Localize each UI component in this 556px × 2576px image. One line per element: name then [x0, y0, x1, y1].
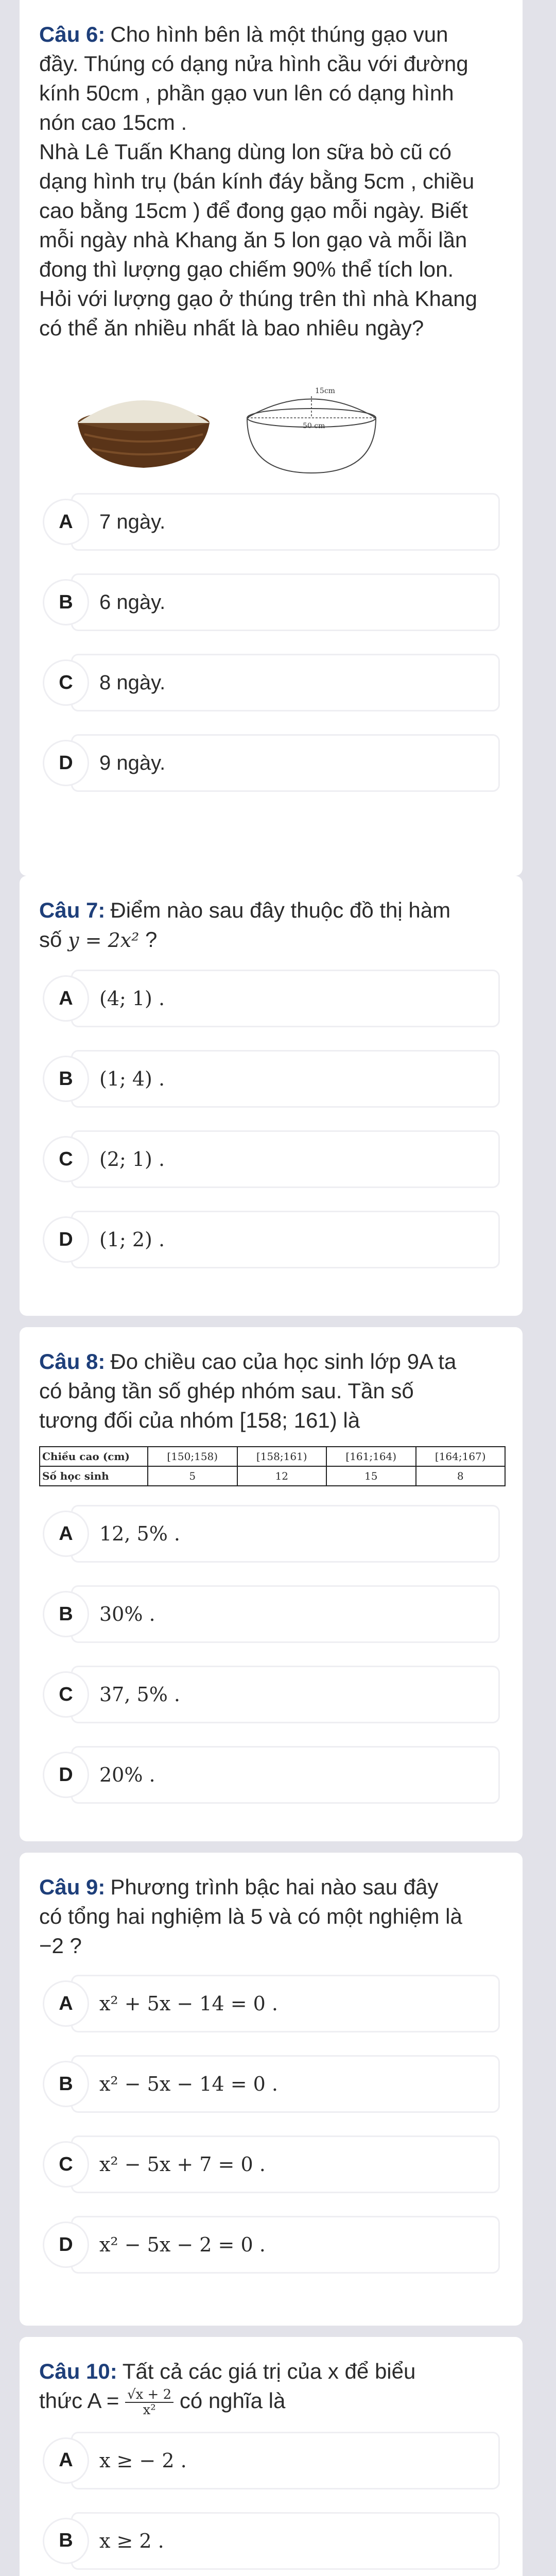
question-card-6 [20, 0, 523, 876]
option-b[interactable] [59, 573, 500, 631]
question-text: Câu 10: Tất cả các giá trị của x để biểu thức A = $\frac{√x + 2}{\text{x²}}$ có nghĩa là [39, 2359, 416, 2418]
table-cell: 5 [148, 1466, 237, 1486]
options-list [39, 1505, 505, 1804]
option-c[interactable] [59, 2136, 500, 2193]
option-d[interactable] [59, 2216, 500, 2274]
option-a[interactable] [59, 1505, 500, 1563]
options-list [39, 2432, 505, 2576]
diameter-label: 50 cm [303, 422, 325, 430]
frequency-table [39, 1446, 506, 1486]
option-text: x² − 5x − 14 = 0 . [99, 2073, 278, 2095]
rice-basket-photo [69, 357, 218, 476]
option-text: (1; 2) . [99, 1228, 165, 1251]
option-text: 7 ngày. [99, 510, 166, 533]
question-number: Câu 8: [39, 1349, 106, 1374]
options-list [39, 1975, 505, 2274]
option-letter: D [43, 2222, 89, 2268]
option-d[interactable] [59, 734, 500, 792]
option-c[interactable] [59, 1130, 500, 1188]
question-text: Câu 7: Điểm nào sau đây thuộc đồ thị hàm số y = 2x² ? [39, 898, 451, 952]
option-letter: A [43, 2437, 89, 2484]
question-text: Câu 8: Đo chiều cao của học sinh lớp 9A ta có bảng tần số ghép nhóm sau. Tần số tương đối của nhóm [158; 161) là [39, 1349, 457, 1432]
fraction-denominator: x² [143, 2402, 156, 2418]
option-text: x ≥ 2 . [99, 2529, 164, 2552]
table-cell: 15 [326, 1466, 416, 1486]
table-header-cell: Số học sinh [40, 1466, 148, 1486]
option-text: x² + 5x − 14 = 0 . [99, 1992, 278, 2015]
option-letter: B [43, 2061, 89, 2107]
option-text: 20% . [99, 1764, 155, 1786]
table-header-cell: Chiều cao (cm) [40, 1447, 148, 1466]
option-text: x² − 5x − 2 = 0 . [99, 2233, 266, 2256]
table-cell: [164;167) [416, 1447, 506, 1466]
option-b[interactable] [59, 1585, 500, 1643]
question-number: Câu 10: [39, 2359, 117, 2383]
question-text: Câu 6: Cho hình bên là một thúng gạo vun đầy. Thúng có dạng nửa hình cầu với đường kính 50cm , phần gạo vun lên có dạng hình nón cao 15cm . Nhà Lê Tuấn Khang dùng lon sữa bò cũ có dạng hình trụ (bán kính đáy bằng 5cm , chiều cao bằng 15cm ) để đong gạo mỗi ngày. Biết mỗi ngày nhà Khang ăn 5 lon gạo và mỗi lần đong thì lượng gạo chiếm 90% thể tích lon. Hỏi với lượng gạo ở thúng trên thì nhà Khang có thể ăn nhiều nhất là bao nhiêu ngày? [39, 22, 477, 340]
question-card-8 [20, 1327, 523, 1841]
option-a[interactable] [59, 493, 500, 551]
fraction-expression [125, 2387, 173, 2417]
option-b[interactable] [59, 2512, 500, 2570]
question-number: Câu 7: [39, 898, 106, 922]
option-d[interactable] [59, 1746, 500, 1804]
question-card-9 [20, 1853, 523, 2326]
option-letter: C [43, 659, 89, 706]
option-letter: A [43, 1511, 89, 1557]
option-text: (1; 4) . [99, 1067, 165, 1090]
table-cell: 12 [237, 1466, 327, 1486]
option-letter: B [43, 1056, 89, 1102]
option-text: (2; 1) . [99, 1148, 165, 1171]
option-letter: C [43, 2141, 89, 2188]
option-letter: A [43, 499, 89, 545]
option-letter: B [43, 1591, 89, 1637]
option-a[interactable] [59, 1975, 500, 2032]
option-text: x² − 5x + 7 = 0 . [99, 2153, 266, 2176]
option-letter: B [43, 579, 89, 625]
option-c[interactable] [59, 1666, 500, 1723]
question-number: Câu 9: [39, 1875, 106, 1899]
option-text: 8 ngày. [99, 671, 166, 694]
fraction-numerator: √x + 2 [125, 2387, 173, 2403]
option-letter: A [43, 1980, 89, 2027]
option-c[interactable] [59, 654, 500, 711]
option-text: 6 ngày. [99, 590, 166, 614]
question-text: Câu 9: Phương trình bậc hai nào sau đây có tổng hai nghiệm là 5 và có một nghiệm là −2 ? [39, 1875, 462, 1958]
option-text: 12, 5% . [99, 1522, 180, 1545]
option-a[interactable] [59, 2432, 500, 2489]
function-formula: y = 2x² [68, 929, 140, 952]
option-a[interactable] [59, 970, 500, 1027]
option-d[interactable] [59, 1211, 500, 1268]
option-text: 30% . [99, 1603, 155, 1625]
option-letter: B [43, 2518, 89, 2564]
table-row [40, 1447, 505, 1466]
hemisphere-cone-diagram [237, 357, 386, 476]
question-number: Câu 6: [39, 22, 106, 46]
option-letter: C [43, 1136, 89, 1182]
table-cell: 8 [416, 1466, 506, 1486]
cone-height-label: 15cm [315, 387, 335, 395]
option-b[interactable] [59, 1050, 500, 1108]
table-cell: [161;164) [326, 1447, 416, 1466]
table-cell: [158;161) [237, 1447, 327, 1466]
option-letter: A [43, 975, 89, 1022]
option-b[interactable] [59, 2055, 500, 2113]
option-text: (4; 1) . [99, 987, 165, 1010]
option-text: x ≥ − 2 . [99, 2449, 187, 2472]
option-text: 9 ngày. [99, 751, 166, 774]
option-text: 37, 5% . [99, 1683, 180, 1706]
option-letter: D [43, 1216, 89, 1263]
question-figures [69, 357, 505, 476]
question-card-7 [20, 876, 523, 1316]
option-letter: D [43, 740, 89, 786]
options-list [39, 493, 505, 792]
table-row [40, 1466, 505, 1486]
options-list [39, 970, 505, 1268]
option-letter: D [43, 1752, 89, 1798]
question-card-10 [20, 2337, 523, 2576]
option-letter: C [43, 1671, 89, 1718]
table-cell: [150;158) [148, 1447, 237, 1466]
